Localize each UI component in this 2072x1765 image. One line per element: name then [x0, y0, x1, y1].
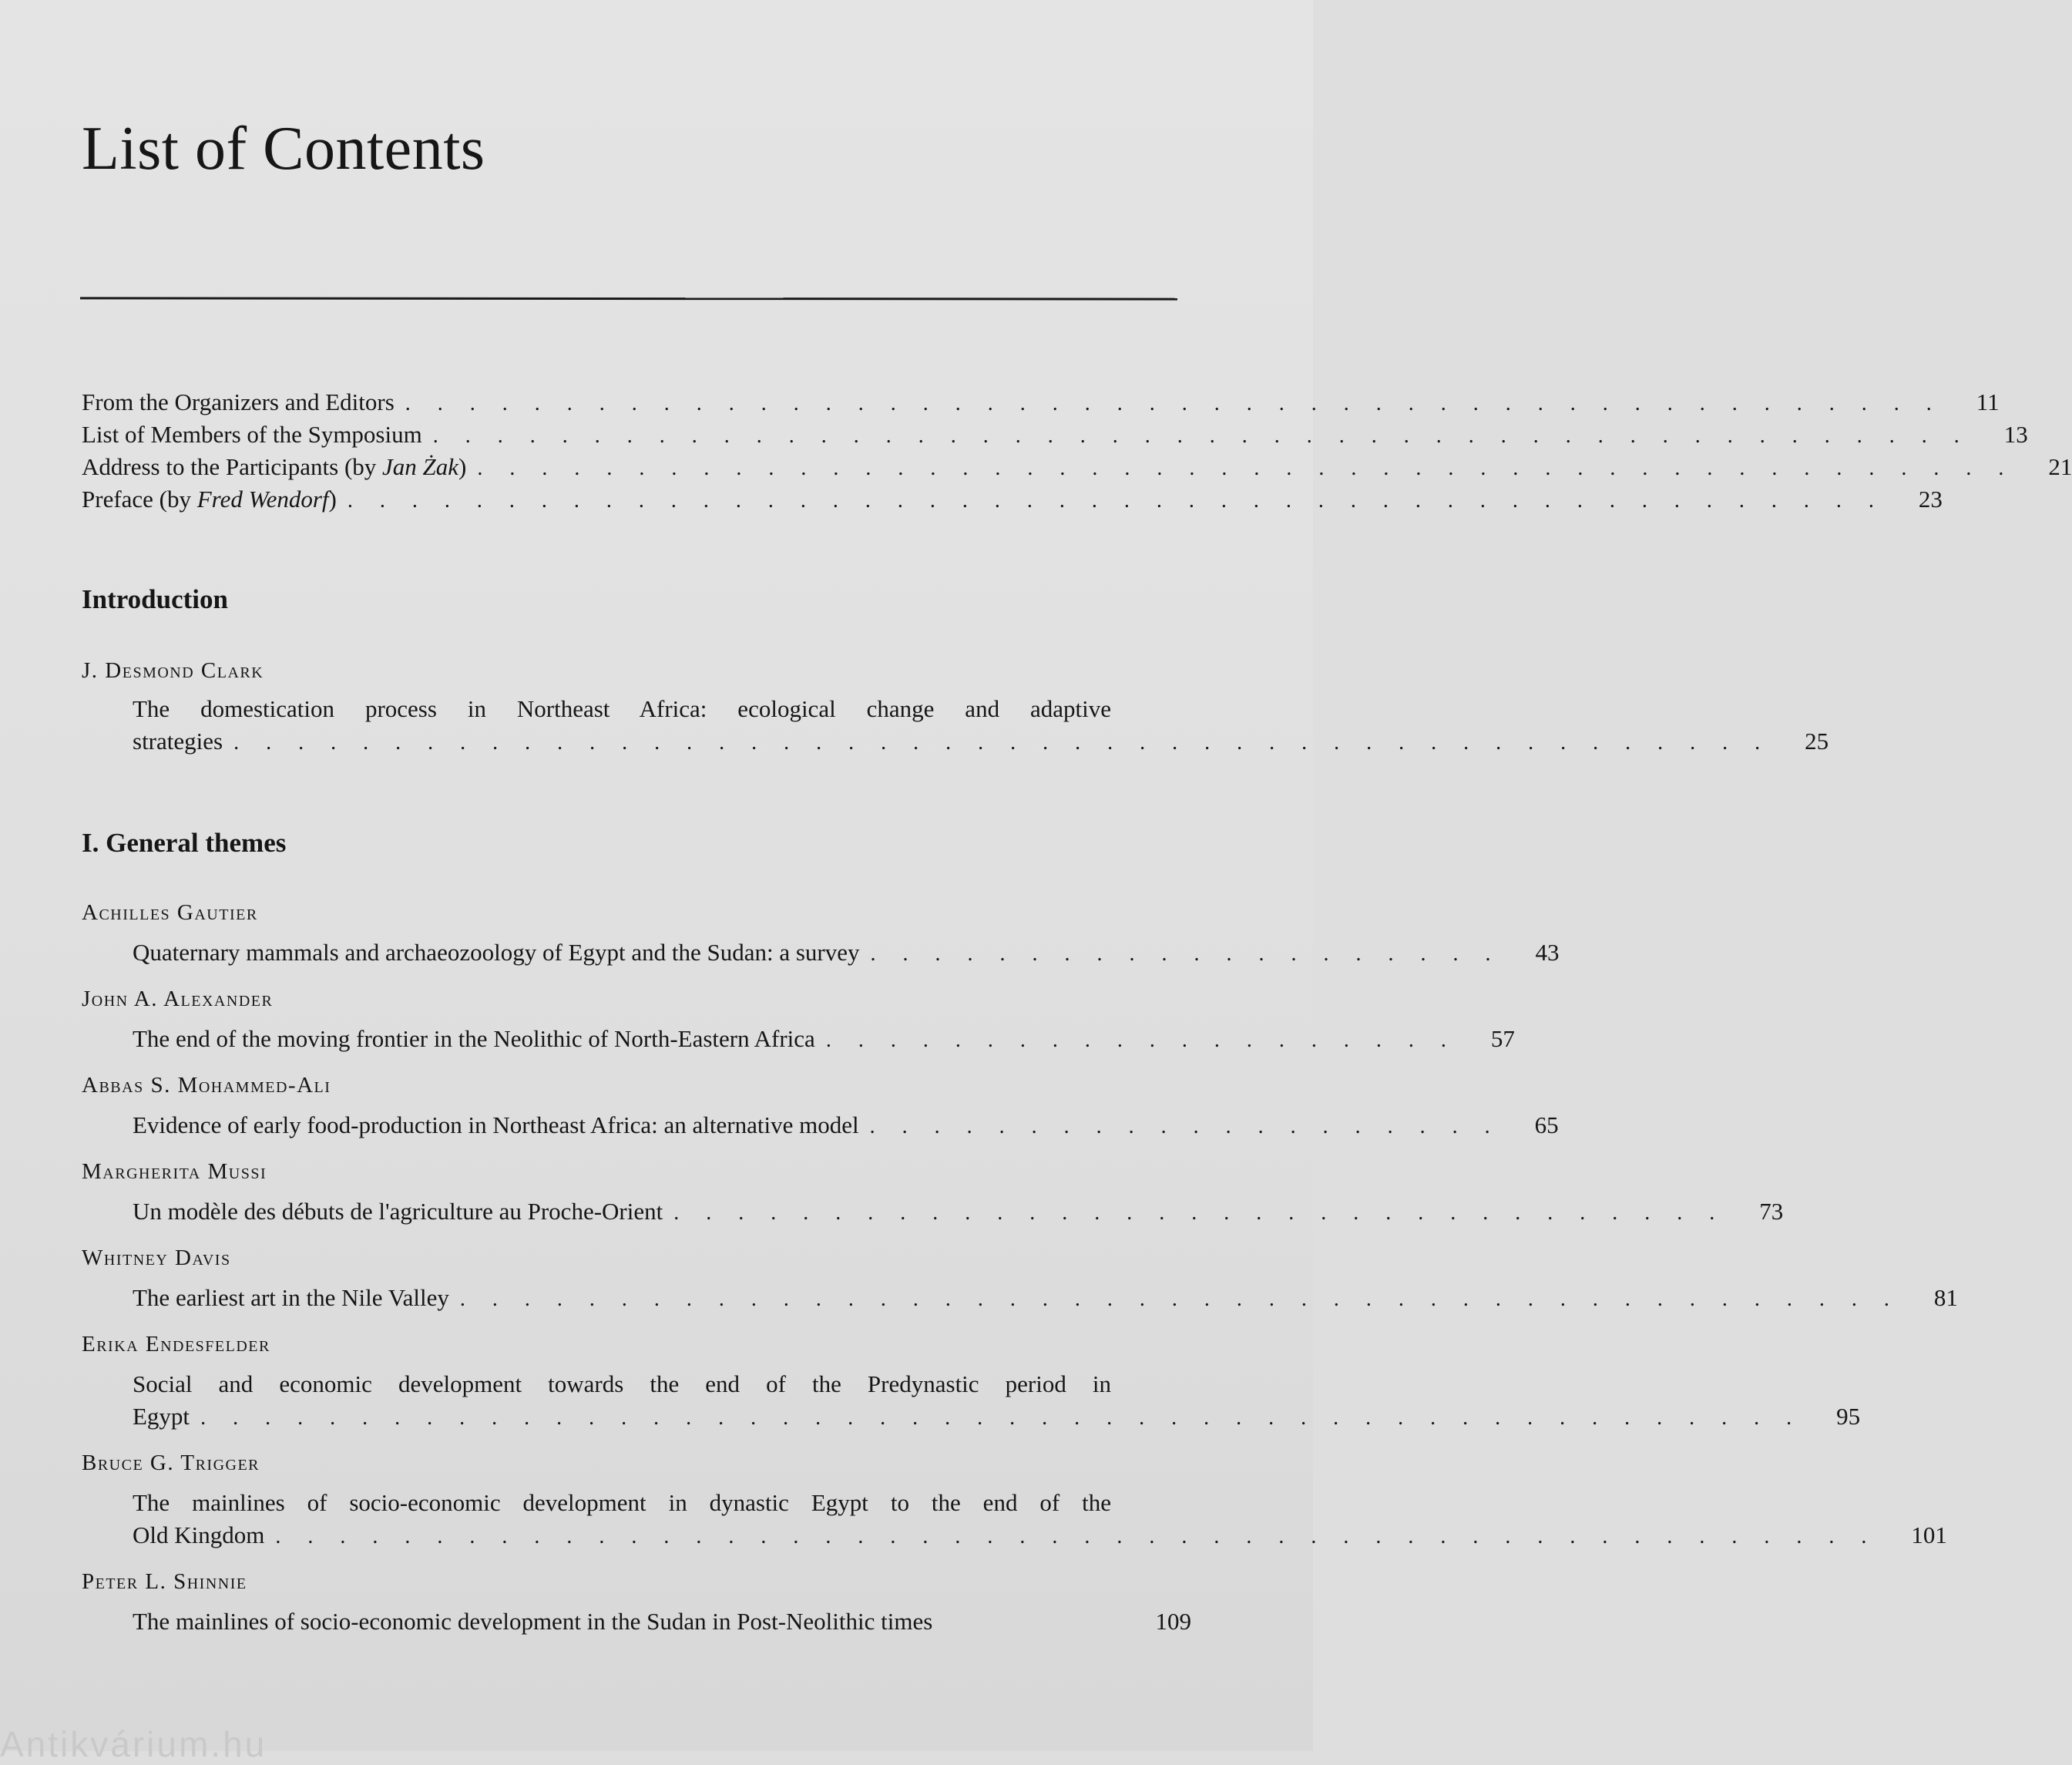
- page-number: 43: [1535, 939, 1560, 966]
- toc-entry-title-line: Egypt: [133, 1403, 190, 1430]
- toc-row: [133, 1401, 1861, 1434]
- author-name: Erika Endesfelder: [82, 1332, 270, 1357]
- page-number: 81: [1933, 1284, 1958, 1311]
- page-number: 101: [1911, 1521, 1947, 1548]
- toc-entry-title: Evidence of early food-production in Northeast Africa: an alternative model: [133, 1111, 859, 1138]
- page-number: 109: [1155, 1608, 1191, 1635]
- toc-row: [133, 1283, 1958, 1315]
- toc-entry-title: List of Members of the Symposium: [82, 421, 422, 448]
- title-rule: [80, 297, 1177, 300]
- author-name: Peter L. Shinnie: [82, 1569, 247, 1594]
- page-number: 11: [1976, 388, 2000, 415]
- page-number: 25: [1805, 728, 1829, 755]
- dot-leader: . . . . . . . . . . . . . . . . . . . . . . . . . . . . . . . . . . . . . . . . . . . . . . . .: [432, 424, 1970, 448]
- dot-leader: . . . . . . . . . . . . . . . . . . . . . . . . . . . . . . . . . . . . . . . . . . . . . . . .: [233, 731, 1771, 755]
- author-name: Whitney Davis: [82, 1246, 231, 1270]
- toc-row: [133, 726, 1829, 758]
- dot-leader: . . . . . . . . . . . . . . . . . . . .: [870, 942, 1502, 966]
- toc-entry-title: Un modèle des débuts de l'agriculture au Proche-Orient: [133, 1198, 663, 1225]
- toc-entry-title-line: The mainlines of socio-economic development in dynastic Egypt to the end of the: [133, 1489, 1111, 1516]
- toc-entry-title-line: The domestication process in Northeast Africa: ecological change and adaptive: [133, 695, 1111, 722]
- page-title: List of Contents: [82, 115, 485, 183]
- toc-row: [133, 1110, 1559, 1142]
- section-heading-introduction: Introduction: [82, 584, 228, 614]
- toc-entry-title: The earliest art in the Nile Valley: [133, 1284, 449, 1311]
- author-name: Abbas S. Mohammed-Ali: [82, 1073, 331, 1098]
- page-number: 95: [1836, 1403, 1861, 1430]
- author-name: J. Desmond Clark: [82, 658, 264, 683]
- dot-leader: . . . . . . . . . . . . . . . . . . . . . . . . . . . . . . . . .: [673, 1201, 1726, 1225]
- dot-leader: . . . . . . . . . . . . . . . . . . . . . . . . . . . . . . . . . . . . . . . . . . . . . . . .: [405, 392, 1943, 415]
- dot-leader: . . . . . . . . . . . . . . . . . . . . . . . . . . . . . . . . . . . . . . . . . . . . . . . .: [477, 456, 2015, 480]
- toc-entry-title: From the Organizers and Editors: [82, 388, 395, 415]
- author-name: Margherita Mussi: [82, 1159, 267, 1184]
- toc-entry-title: Preface (by Fred Wendorf): [82, 486, 337, 513]
- toc-entry-title-line: strategies: [133, 728, 223, 755]
- toc-entry-title: Address to the Participants (by Jan Żak): [82, 453, 467, 480]
- toc-entry-title-line: Old Kingdom: [133, 1521, 265, 1548]
- toc-row: [133, 1606, 1191, 1637]
- page-number: 73: [1759, 1198, 1784, 1225]
- page-number: 57: [1490, 1025, 1515, 1052]
- page-number: 21: [2048, 453, 2072, 480]
- dot-leader: . . . . . . . . . . . . . . . . . . . .: [869, 1114, 1501, 1138]
- toc-entry-title: The mainlines of socio-economic development in the Sudan in Post-Neolithic times: [133, 1608, 933, 1635]
- toc-entry-title: Quaternary mammals and archaeozoology of Egypt and the Sudan: a survey: [133, 939, 860, 966]
- dot-leader: . . . . . . . . . . . . . . . . . . . . . . . . . . . . . . . . . . . . . . . . . . . . . . . . . .: [275, 1525, 1878, 1548]
- toc-row: [133, 1196, 1784, 1229]
- toc-row: [82, 484, 1943, 516]
- page-number: 65: [1534, 1111, 1559, 1138]
- section-heading-general-themes: I. General themes: [82, 828, 287, 858]
- dot-leader: . . . . . . . . . . . . . . . . . . . . . . . . . . . . . . . . . . . . . . . . . . . . .: [459, 1287, 1900, 1311]
- page-number: 13: [2003, 421, 2028, 448]
- author-name: John A. Alexander: [82, 987, 274, 1011]
- watermark: Antikvárium.hu: [0, 1724, 267, 1764]
- author-name: Bruce G. Trigger: [82, 1451, 260, 1475]
- author-name: Achilles Gautier: [82, 900, 258, 925]
- page-number: 23: [1918, 486, 1943, 513]
- toc-entry-title: The end of the moving frontier in the Neolithic of North-Eastern Africa: [133, 1025, 815, 1052]
- dot-leader: . . . . . . . . . . . . . . . . . . . .: [825, 1028, 1457, 1052]
- dot-leader: . . . . . . . . . . . . . . . . . . . . . . . . . . . . . . . . . . . . . . . . . . . . . . . . . .: [200, 1406, 1803, 1430]
- toc-row: [133, 1024, 1515, 1056]
- toc-row: [82, 419, 2028, 452]
- toc-row: [133, 937, 1560, 970]
- toc-entry-title-line: Social and economic development towards the end of the Predynastic period in: [133, 1370, 1111, 1397]
- dot-leader: . . . . . . . . . . . . . . . . . . . . . . . . . . . . . . . . . . . . . . . . . . . . . . . .: [347, 489, 1885, 513]
- toc-row: [133, 1520, 1947, 1552]
- toc-row: [82, 387, 2000, 419]
- toc-row: [82, 452, 2072, 484]
